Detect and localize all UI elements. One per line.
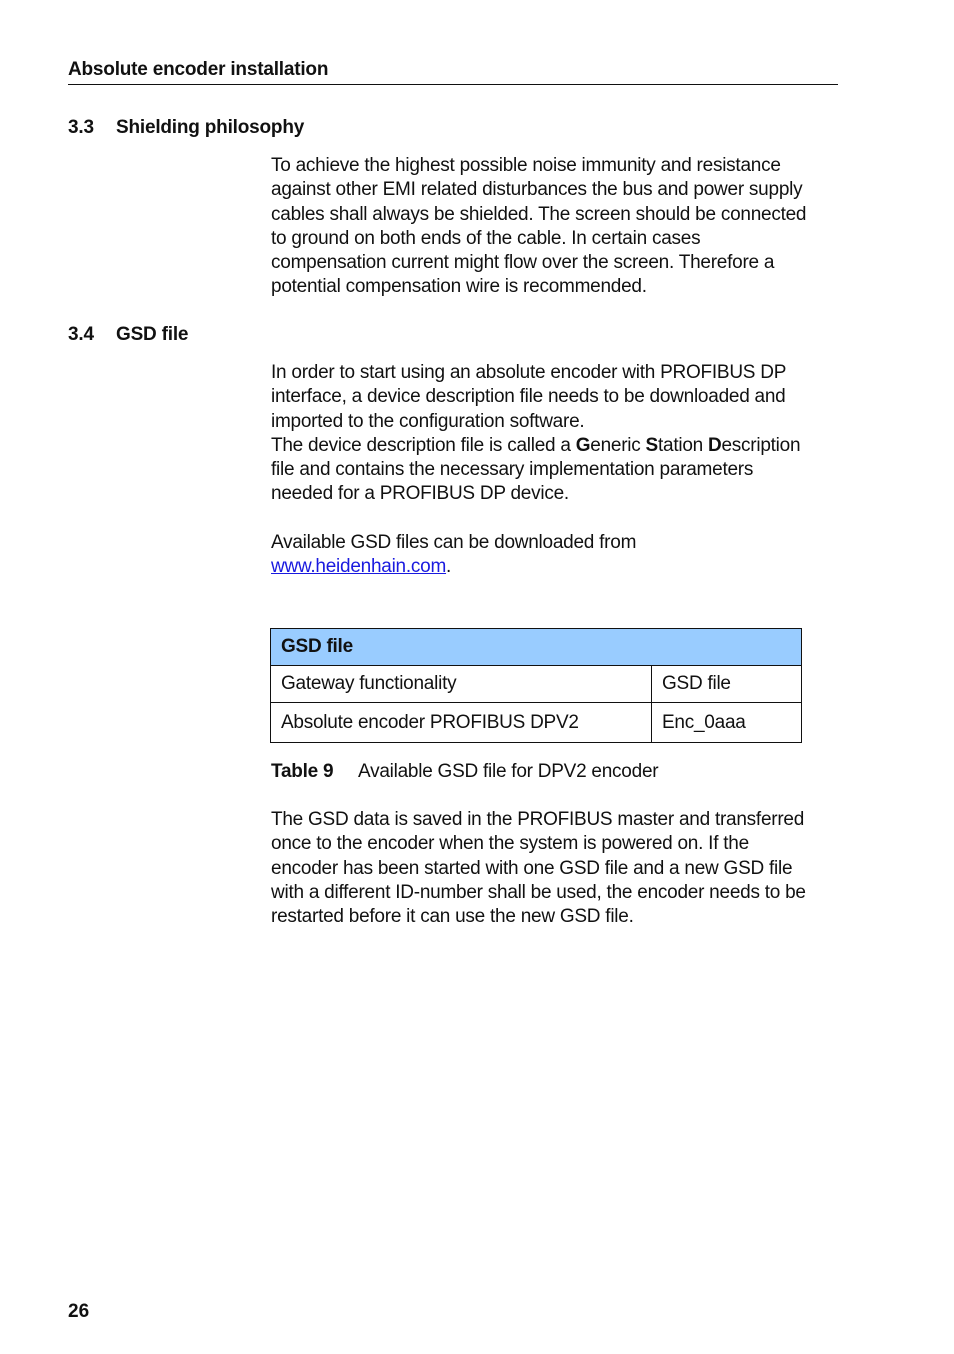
paragraph-line: once to the encoder when the system is powered on. If the — [271, 833, 749, 855]
paragraph-line: Available GSD files can be downloaded from — [271, 532, 637, 553]
acronym-letter: D — [707, 434, 722, 456]
section-heading-3-3 — [68, 116, 304, 140]
text-run: escription — [721, 434, 801, 456]
download-paragraph — [271, 531, 841, 580]
paragraph-line: with a different ID-number shall be used, the encoder needs to be — [271, 881, 806, 903]
text-run: eneric — [590, 434, 646, 456]
table-row — [271, 703, 802, 743]
paragraph-line: against other EMI related disturbances the bus and power supply — [271, 179, 803, 201]
paragraph-line: restarted before it can use the new GSD file. — [271, 906, 634, 928]
table-cell: GSD file — [652, 666, 802, 703]
table-row — [271, 666, 802, 703]
paragraph-line: encoder has been started with one GSD file and a new GSD file — [271, 857, 793, 879]
paragraph-line: The GSD data is saved in the PROFIBUS master and transferred — [271, 809, 805, 830]
section-title: Shielding philosophy — [116, 117, 305, 138]
paragraph-line: To achieve the highest possible noise immunity and resistance — [271, 155, 781, 176]
section-number: 3.4 — [68, 324, 94, 345]
gsd-acronym-line — [271, 434, 841, 458]
paragraph-line: file and contains the necessary implementation parameters — [271, 459, 754, 481]
table-cell: Absolute encoder PROFIBUS DPV2 — [271, 703, 652, 743]
running-header: Absolute encoder installation — [68, 58, 838, 85]
text-run: . — [446, 556, 452, 578]
gsd-file-table — [270, 628, 802, 743]
table-cell: Enc_0aaa — [652, 703, 802, 743]
download-link-line — [271, 555, 841, 579]
table-header-row — [271, 629, 802, 666]
table-header-cell: GSD file — [271, 629, 802, 666]
section-title: GSD file — [116, 324, 189, 345]
acronym-letter: S — [645, 434, 658, 456]
heidenhain-link[interactable]: www.heidenhain.com — [271, 556, 447, 578]
closing-paragraph — [271, 808, 841, 929]
paragraph-line: to ground on both ends of the cable. In certain cases — [271, 227, 701, 249]
caption-label: Table 9 — [271, 761, 334, 782]
text-run: The device description file is called a — [271, 434, 576, 456]
section-heading-3-4 — [68, 323, 188, 347]
text-run: tation — [657, 434, 708, 456]
gsd-intro-paragraph — [271, 361, 841, 507]
table-caption — [271, 760, 658, 784]
paragraph-line: interface, a device description file needs to be downloaded and — [271, 386, 786, 408]
paragraph-line: imported to the configuration software. — [271, 410, 585, 432]
caption-text: Available GSD file for DPV2 encoder — [358, 761, 659, 782]
section-number: 3.3 — [68, 117, 94, 138]
paragraph-line: potential compensation wire is recommended. — [271, 276, 647, 298]
table-cell: Gateway functionality — [271, 666, 652, 703]
acronym-letter: G — [575, 434, 591, 456]
shielding-paragraph — [271, 154, 841, 300]
page-number: 26 — [68, 1301, 90, 1322]
paragraph-line: In order to start using an absolute encoder with PROFIBUS DP — [271, 362, 787, 383]
paragraph-line: compensation current might flow over the screen. Therefore a — [271, 252, 775, 274]
paragraph-line: needed for a PROFIBUS DP device. — [271, 483, 569, 505]
paragraph-line: cables shall always be shielded. The screen should be connected — [271, 203, 807, 225]
